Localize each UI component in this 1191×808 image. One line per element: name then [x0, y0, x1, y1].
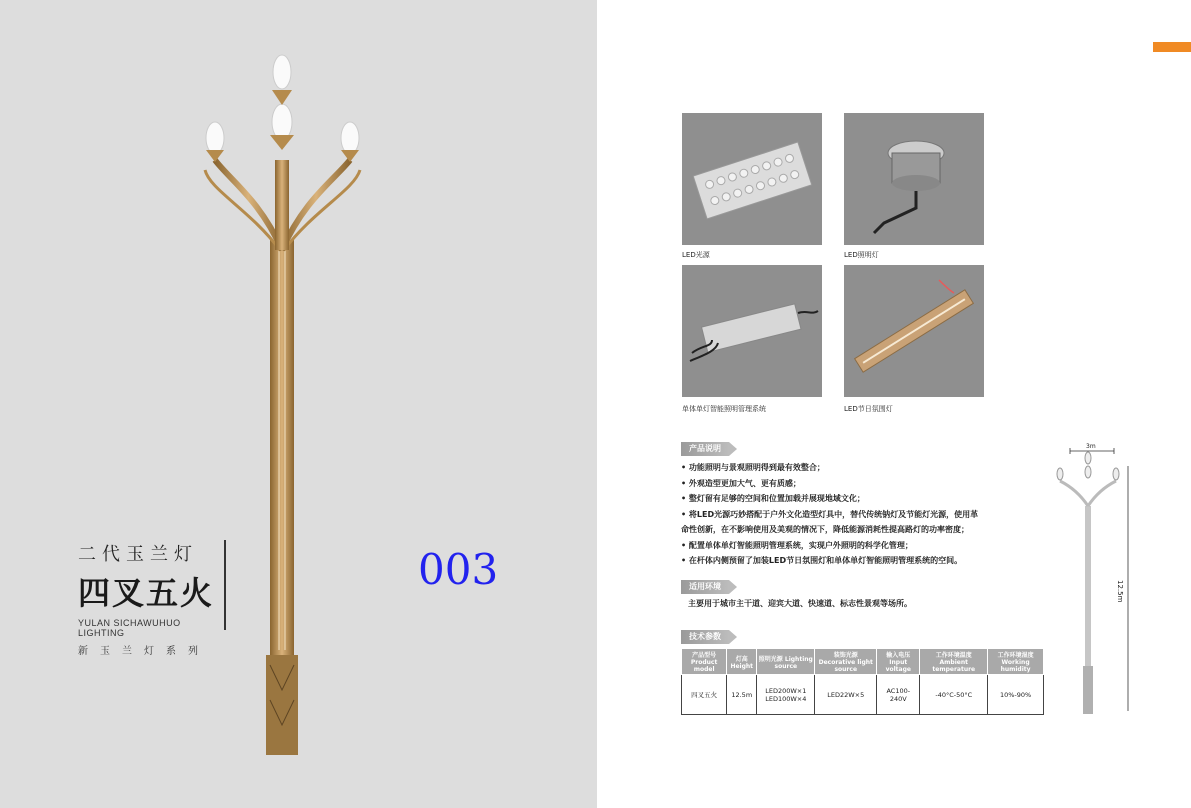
- product-label-2: LED照明灯: [844, 251, 879, 259]
- product-photo-led-lamp: [844, 113, 984, 245]
- series-subtitle: 新玉兰灯系列: [78, 646, 210, 657]
- description-list: [681, 460, 1041, 569]
- product-photo-festive-light: [844, 265, 984, 397]
- usage-text: 主要用于城市主干道、迎宾大道、快速道、标志性景观等场所。: [688, 599, 912, 608]
- product-photo-led-module: [682, 113, 822, 245]
- spec-header: 装饰光源 Decorative light source: [815, 649, 877, 675]
- description-item: • 整灯留有足够的空间和位置加载并展现地域文化；: [681, 494, 865, 503]
- spec-cell: 10%-90%: [988, 675, 1044, 715]
- spec-cell: LED200W×1 LED100W×4: [757, 675, 815, 715]
- spec-header: 灯高 Height: [727, 649, 757, 675]
- description-heading: 产品说明: [681, 442, 729, 456]
- spec-header: 输入电压 Input voltage: [877, 649, 920, 675]
- series-title-block: [78, 540, 228, 657]
- dimension-width: 3m: [1086, 443, 1096, 450]
- description-item: • 功能照明与景观照明得到最有效整合；: [681, 463, 825, 472]
- spec-header-row: [682, 649, 1044, 675]
- product-label-1: LED光源: [682, 251, 710, 259]
- usage-heading: 适用环境: [681, 580, 729, 594]
- spec-cell: 12.5m: [727, 675, 757, 715]
- spec-header: 工作环境湿度 Working humidity: [988, 649, 1044, 675]
- product-label-3: 单体单灯智能照明管理系统: [682, 405, 766, 413]
- model-title: 四叉五火: [78, 574, 215, 612]
- spec-header: 工作环境温度 Ambient temperature: [920, 649, 988, 675]
- description-item: 命性创新，在不影响使用及美观的情况下，降低能源消耗性提高路灯的功率密度；: [681, 525, 969, 534]
- spec-row: [682, 675, 1044, 715]
- series-title-cn: 二代玉兰灯: [78, 544, 198, 565]
- spec-table: [681, 648, 1044, 715]
- dimension-height: 12.5m: [1116, 580, 1124, 603]
- page-number: 003: [418, 545, 499, 594]
- spec-cell: AC100-240V: [877, 675, 920, 715]
- description-item: • 外观造型更加大气、更有质感；: [681, 478, 801, 488]
- description-item: • 将LED光源巧妙搭配于户外文化造型灯具中，替代传统钠灯及节能灯光源，使用革: [681, 509, 979, 519]
- specs-heading: 技术参数: [681, 630, 729, 644]
- accent-bar: [1153, 42, 1191, 52]
- product-photo-controller: [682, 265, 822, 397]
- spec-header: 产品型号 Product model: [682, 649, 727, 675]
- spec-header: 照明光源 Lighting source: [757, 649, 815, 675]
- title-divider: [224, 540, 226, 630]
- spec-cell: LED22W×5: [815, 675, 877, 715]
- spec-cell: 四叉五火: [682, 675, 727, 715]
- product-label-4: LED节日氛围灯: [844, 405, 893, 413]
- description-item: • 在杆体内侧预留了加装LED节日氛围灯和单体单灯智能照明管理系统的空间。: [681, 556, 963, 565]
- description-item: • 配置单体单灯智能照明管理系统，实现户外照明的科学化管理；: [681, 540, 913, 550]
- spec-cell: -40°C-50°C: [920, 675, 988, 715]
- series-title-en: YULAN SICHAWUHUO LIGHTING: [78, 618, 181, 638]
